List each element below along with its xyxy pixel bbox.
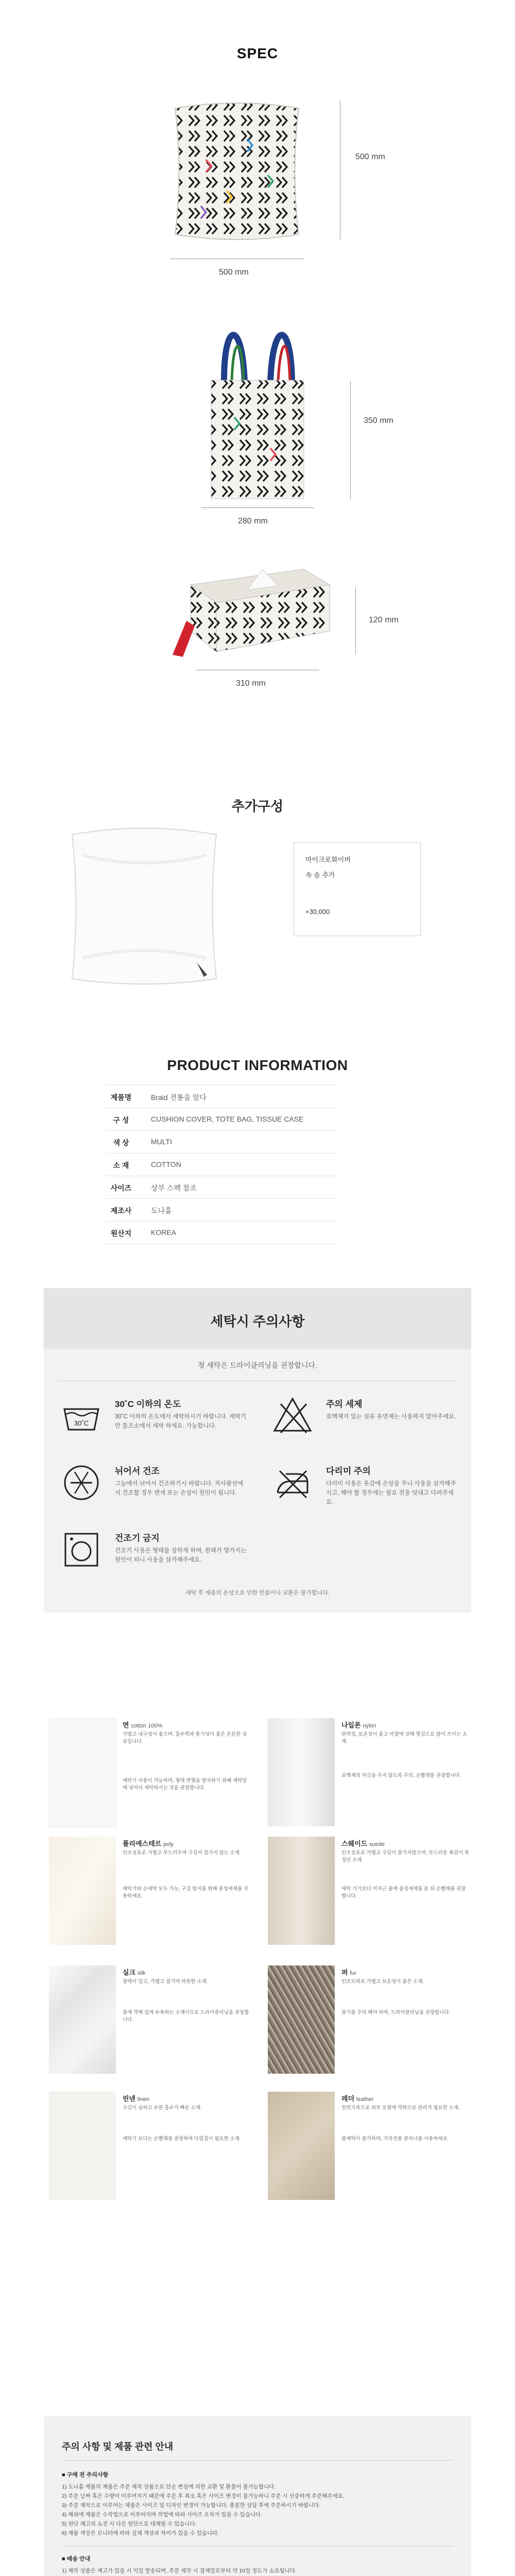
tissue-width-label: 310 mm: [236, 679, 266, 688]
row-key: 소 재: [113, 1161, 129, 1170]
fabric-desc: 인조섬유로 가볍고 부드러우며 구김이 잘가지 않는 소재.: [123, 1850, 241, 1856]
fabric-desc: 탄력성, 보온성이 좋고 마찰에 강해 찢김으로 많이 쓰이는 소재.: [341, 1732, 468, 1744]
product-info-row: [106, 1130, 337, 1154]
fabric-name: 폴리에스테르 poly: [123, 1840, 174, 1848]
notice-line: 5) 원단 재고의 소진 시 다른 원단으로 대체될 수 있습니다.: [62, 2521, 197, 2527]
fabric-desc: 광택이 있고, 가볍고 질기며 따뜻한 소재.: [123, 1979, 208, 1985]
fabric-care: 표백제의 자극을 주지 않도록 주의, 손빨래를 권장합니다.: [341, 1773, 461, 1778]
notice-divider: [62, 2460, 453, 2461]
fabric-care: 세탁기 보다는 손빨래를 권장하며 다림질이 필요한 소재.: [123, 2136, 241, 2142]
care-item-title: 다리미 주의: [326, 1466, 371, 1476]
notice-divider: [62, 2546, 453, 2547]
fabric-image-leather: [268, 2092, 335, 2200]
tote-height-label: 350 mm: [364, 416, 393, 425]
fabric-name: 실크 silk: [123, 1969, 146, 1976]
fabric-name: 퍼 fur: [341, 1969, 357, 1976]
dry-flat-icon: [59, 1461, 104, 1505]
care-item-desc: 30˚C 이하의 온도에서 세탁하시기 바랍니다. 세탁기만 물조소에서 세탁 하세요. 가능합니다.: [115, 1414, 247, 1429]
care-item-temperature: [59, 1394, 250, 1455]
fabric-care: 세탁 기기보다 미지근 물에 중성세제를 푼 뒤 손빨래를 권장합니다.: [341, 1886, 466, 1899]
fabric-name: 레더 leather: [341, 2095, 374, 2103]
care-item-title: 건조기 금지: [115, 1533, 160, 1543]
row-value: COTTON: [151, 1160, 181, 1168]
care-item-title: 30˚C 이하의 온도: [115, 1399, 181, 1409]
care-item-iron: [270, 1461, 461, 1522]
tote-width-label: 280 mm: [238, 517, 268, 526]
notice-line: 6) 제품 색상은 모니터에 따라 실제 색상과 차이가 있을 수 있습니다.: [62, 2530, 219, 2536]
fabric-desc: 구김이 심하고 수분 흡수가 빠른 소재.: [123, 2105, 202, 2111]
fabric-care: 물세탁이 불가하며, 가죽전용 클리너를 사용하세요.: [341, 2136, 449, 2142]
care-item-title: 뉘어서 건조: [115, 1466, 160, 1476]
fabric-image-poly: [49, 1837, 116, 1945]
row-value: CUSHION COVER, TOTE BAG, TISSUE CASE: [151, 1115, 304, 1123]
wash-temperature-icon: [59, 1394, 104, 1438]
fabric-image-linen: [49, 2092, 116, 2200]
row-key: 색 상: [113, 1139, 129, 1147]
notice-heading: ■ 구매 전 주의사항: [62, 2472, 109, 2478]
care-item-desc: 건조기 사용은 형태를 상하게 하며, 원래가 망가지는 원인이 되니 사용을 삼가해주세요.: [115, 1548, 247, 1563]
cushion-image: [170, 98, 304, 247]
care-item-desc: 표백제가 있는 섬유 유연제는 사용하지 말아주세요.: [326, 1414, 456, 1420]
fabric-name: 린넨 linen: [123, 2095, 149, 2103]
no-dryer-icon: [59, 1528, 104, 1572]
fabric-image-nylon: [268, 1718, 335, 1826]
fabric-desc: 인조섬유로 가볍고 구김이 잘가지않으며, 부드러운 촉감이 특징인 소재.: [341, 1850, 469, 1863]
option-title: 추가구성: [231, 799, 284, 814]
row-key: 원산지: [110, 1229, 132, 1238]
product-info-row: [106, 1221, 337, 1244]
notice-line: 1) 도나홈 제품의 제품은 주문 제작 상품으로 단순 변심에 의한 교환 및 환불이 불가능합니다.: [62, 2484, 276, 2490]
care-item-desc: 그늘에서 뉘어서 건조하기시 바랍니다. 직사광선에서 건조할 경우 변색 또는 손상이 원인이 됩니다.: [115, 1481, 244, 1496]
cushion-width-label: 500 mm: [219, 268, 249, 277]
fabric-desc: 천연가죽으로 외부 오염에 약하므로 관리가 필요한 소재.: [341, 2105, 460, 2111]
tissue-height-line: [355, 587, 356, 654]
notice-line: 1) 제작 상품은 재고가 있을 시 익일 발송되며, 주문 제작 시 결제일로부터 약 10일 정도가 소요됩니다.: [62, 2568, 297, 2574]
care-item-desc: 다리미 사용은 옷감에 손상을 주니 사용을 삼가해주시고, 해야 할 경우에는 필요 전용 덧대고 다려주세요.: [326, 1481, 456, 1505]
fabric-desc: 가볍고 내구성이 좋으며, 흡수력과 통기성이 좋은 튼튼한 섬유입니다.: [123, 1732, 247, 1744]
product-info-row: [106, 1153, 337, 1176]
spec-title: SPEC: [236, 45, 279, 61]
fabric-name: 스웨이드 suede: [341, 1840, 385, 1848]
notice-line: 4) 해외에 제품은 수작업으로 이루어지며 작업에 따라 사이즈 오차가 있을 수 있습니다.: [62, 2512, 263, 2518]
notice-line: 2) 주문 날짜 혹은 수량이 이루어지기 때문에 주문 후 취소 혹은 사이즈 변경이 불가능하니 주문 시 신중하게 주문해주세요.: [62, 2493, 345, 2499]
fabric-image-cotton: [49, 1718, 117, 1827]
wash-temp-label: 30˚C: [74, 1419, 89, 1427]
row-value: 상부 스펙 참조: [151, 1184, 197, 1192]
notice-heading: ■ 배송 안내: [62, 2556, 91, 2562]
option-name: 속 솜 추가: [305, 871, 335, 879]
row-value: KOREA: [151, 1228, 177, 1236]
care-note: 세탁 후 제품의 손상으로 인한 반품이나 교환은 불가합니다.: [185, 1590, 330, 1596]
care-subtitle: 첫 세탁은 드라이클리닝을 권장합니다.: [198, 1361, 317, 1369]
fabric-care: 세탁기 사용이 가능하며, 형태 변형을 방지하기 위해 세탁망에 넣어서 세탁하시는 것을 권장합니다.: [123, 1778, 247, 1791]
fabric-desc: 인조모피로 가볍고 보온성이 좋은 소재.: [341, 1979, 424, 1985]
row-value: Braid 전통을 알다: [151, 1093, 207, 1101]
fabric-image-suede: [268, 1837, 335, 1945]
fabric-name: 나일론 nylon: [341, 1721, 376, 1729]
care-title: 세탁시 주의사항: [210, 1314, 305, 1329]
tote-bag-image: [203, 314, 312, 505]
product-info-row: [106, 1176, 337, 1199]
row-value: MULTI: [151, 1138, 172, 1146]
option-material: 마이크로화이버: [305, 856, 351, 863]
fabric-image-silk: [49, 1965, 116, 2074]
no-bleach-icon: [270, 1394, 315, 1438]
tissue-height-label: 120 mm: [369, 616, 399, 624]
tissue-case-image: [154, 554, 340, 662]
cushion-height-label: 500 mm: [355, 152, 385, 161]
tote-width-line: [201, 507, 314, 508]
row-value: 도나홈: [151, 1207, 172, 1215]
fabric-image-fur: [268, 1965, 335, 2074]
fabric-care: 물에 약해 쉽게 수축하는 소재이므로 드라이클리닝을 권장합니다.: [123, 2010, 249, 2023]
row-key: 제품명: [110, 1093, 132, 1101]
option-box[interactable]: [294, 842, 421, 936]
row-key: 사이즈: [110, 1184, 132, 1192]
notice-title: 주의 사항 및 제품 관련 안내: [62, 2442, 174, 2452]
fabric-care: 세탁기와 손세탁 모두 가능, 구김 방지를 위해 중성세제를 사용하세요.: [123, 1886, 249, 1899]
row-key: 구 성: [113, 1116, 129, 1124]
care-item-dry-flat: [59, 1461, 250, 1522]
care-item-detergent: [270, 1394, 461, 1455]
tote-height-line: [350, 381, 351, 500]
product-info-row: [106, 1198, 337, 1222]
product-info-title: PRODUCT INFORMATION: [167, 1057, 348, 1073]
notice-line: 3) 주문 제작으로 이루어는 제품은 사이즈 및 디자인 변경이 가능합니다. 충분한 상담 후에 주문하시기 바랍니다.: [62, 2502, 321, 2509]
iron-icon: [270, 1461, 315, 1505]
product-info-row: [106, 1085, 337, 1108]
fabric-name: 면 cotton 100%: [123, 1721, 163, 1729]
fabric-care: 물기를 주의 해야 하며, 드라이클리닝을 권장합니다.: [341, 2010, 451, 2015]
row-key: 제조사: [110, 1207, 132, 1215]
product-info-row: [106, 1108, 337, 1131]
care-item-no-dryer: [59, 1528, 250, 1589]
pillow-insert-image: [62, 824, 227, 989]
care-item-title: 주의 세제: [326, 1399, 363, 1409]
option-price: +30,000: [305, 908, 330, 916]
